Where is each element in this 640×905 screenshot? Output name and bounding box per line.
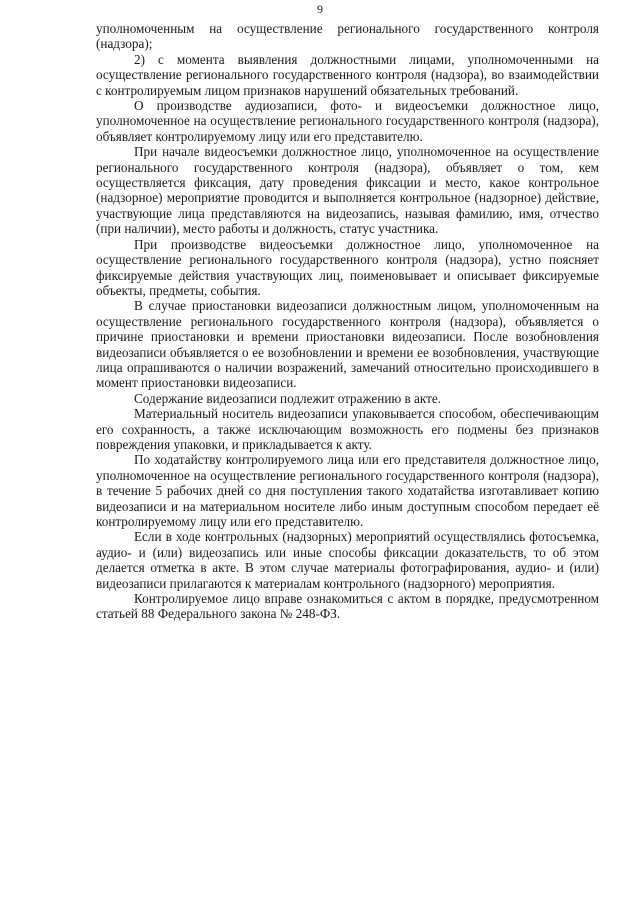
paragraph: 2) с момента выявления должностными лицами, уполномоченными на осуществление регионального государственного контроля (надзора), во взаимодействии с контролируемым лицом признаков нарушений обязательных требований. — [96, 51, 599, 98]
page-number: 9 — [317, 2, 323, 16]
paragraph: При производстве видеосъемки должностное лицо, уполномоченное на осуществление регионального государственного контроля (надзора), устно поясняет фиксируемые действия участвующих лиц, поименовывает и описывает фиксируемые объекты, предметы, события. — [96, 236, 599, 298]
paragraph: По ходатайству контролируемого лица или его представителя должностное лицо, уполномоченное на осуществление регионального государственного контроля (надзора), в течение 5 рабочих дней со дня поступления такого ходатайства изготавливает копию видеозаписи и на материальном носителе либо иным доступным способом передает её контролируемому лицу или его представителю. — [96, 452, 599, 529]
paragraph: Содержание видеозаписи подлежит отражению в акте. — [134, 390, 442, 406]
paragraph: Контролируемое лицо вправе ознакомиться с актом в порядке, предусмотренном статьей 88 Федерального закона № 248-ФЗ. — [96, 591, 599, 622]
paragraph: О производстве аудиозаписи, фото- и видеосъемки должностное лицо, уполномоченное на осуществление регионального государственного контроля (надзора), объявляет контролируемому лицу или его представителю. — [96, 98, 599, 144]
paragraph: Если в ходе контрольных (надзорных) мероприятий осуществлялись фотосъемка, аудио- и (или) видеозапись или иные способы фиксации доказательств, то об этом делается отметка в акте. В этом случае материалы фотографирования, аудио- и (или) видеозаписи прилагаются к материалам контрольного (надзорного) мероприятия. — [96, 529, 599, 591]
paragraph: При начале видеосъемки должностное лицо, уполномоченное на осуществление регионального государственного контроля (надзора), объявляет о том, кем осуществляется фиксация, дату проведения фиксации и место, какое контрольное (надзорное) мероприятие проводится и выполняется контрольное (надзорное) действие, участвующие лица представляются на видеозапись, называя фамилию, имя, отчество (при наличии), место работы и должность, статус участника. — [96, 144, 599, 237]
paragraph: уполномоченным на осуществление регионального государственного контроля (надзора); — [96, 21, 599, 52]
document-body — [96, 21, 599, 622]
paragraph: В случае приостановки видеозаписи должностным лицом, уполномоченным на осуществление регионального государственного контроля (надзора), объявляется о причине приостановки и времени приостановки видеозаписи. После возобновления видеозаписи объявляется о ее возобновлении и времени ее возобновления, участвующие лица опрашиваются о наличии возражений, замечаний относительно происходившего в момент приостановки видеозаписи. — [96, 298, 599, 391]
paragraph: Материальный носитель видеозаписи упаковывается способом, обеспечивающим его сохранность, а также исключающим возможность его подмены без признаков повреждения упаковки, и прикладывается к акту. — [96, 406, 599, 452]
